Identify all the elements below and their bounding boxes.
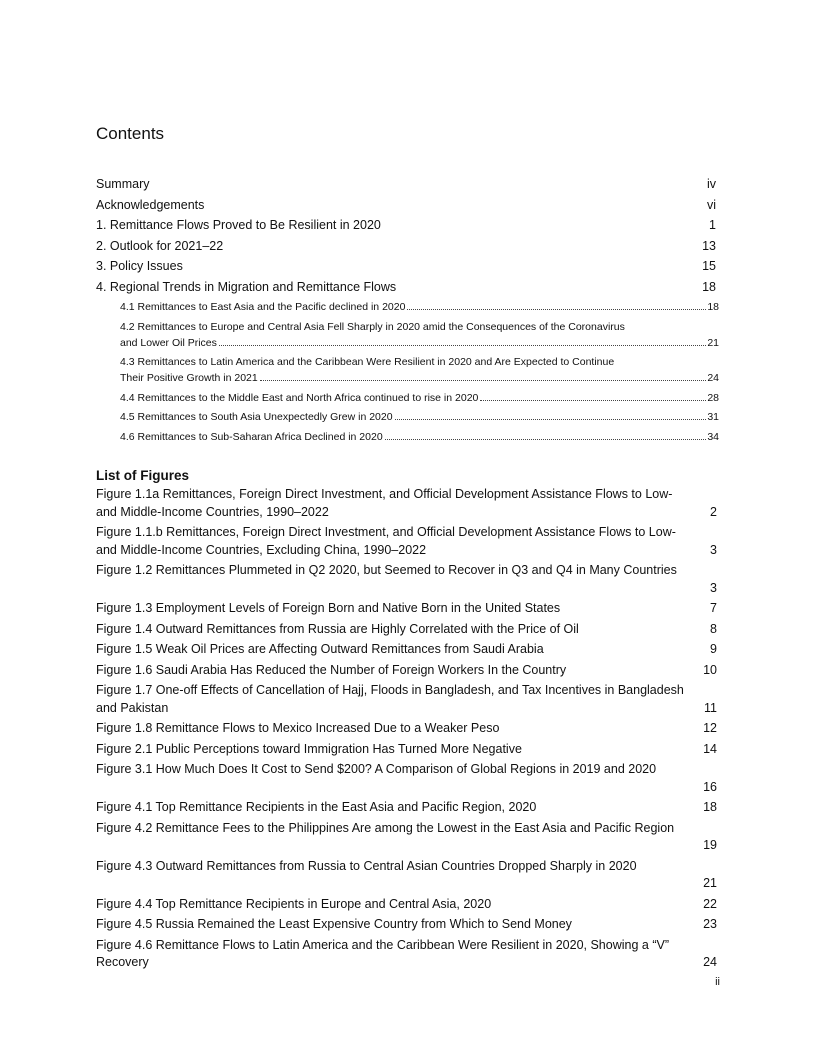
dot-leader [395, 418, 707, 420]
sub-toc-entry[interactable] [120, 354, 719, 386]
figure-entry-page: 24 [703, 955, 717, 969]
figures-heading: List of Figures [96, 468, 190, 483]
figure-entry[interactable] [96, 682, 717, 717]
figure-entry-page: 18 [703, 800, 717, 814]
figure-entry-page: 3 [710, 580, 717, 595]
figure-entry-page: 2 [710, 504, 717, 519]
figure-entry-title [96, 600, 717, 618]
figure-entry-title-cont: and Middle-Income Countries, 1990–2022 [96, 504, 329, 519]
toc-entry-label: 4. Regional Trends in Migration and Remittance Flows [96, 279, 397, 294]
figure-entry[interactable] [96, 799, 717, 817]
dot-leader [219, 344, 706, 346]
figure-entry-page: 16 [703, 779, 717, 794]
sub-toc-entry-page: 28 [707, 391, 719, 404]
sub-toc-entry-page: 31 [707, 411, 719, 423]
figure-entry-title: Figure 1.7 One-off Effects of Cancellation of Hajj, Floods in Bangladesh, and Tax Incentives in Bangladesh [96, 683, 684, 697]
figure-entry-title: Figure 1.2 Remittances Plummeted in Q2 2020, but Seemed to Recover in Q3 and Q4 in Many Countries [96, 563, 677, 577]
figure-entry[interactable] [96, 662, 717, 680]
sub-toc-entry-label: and Lower Oil Prices [120, 336, 217, 349]
toc-entry-page: iv [706, 177, 716, 191]
figure-entry-title [96, 799, 717, 817]
figure-entry-text: Figure 1.8 Remittance Flows to Mexico Increased Due to a Weaker Peso [96, 721, 500, 735]
figure-entry-page: 9 [710, 642, 717, 656]
toc-entry-label: 2. Outlook for 2021–22 [96, 238, 224, 253]
sub-toc-entry-label: 4.4 Remittances to the Middle East and North Africa continued to rise in 2020 [120, 391, 479, 404]
toc-entry[interactable] [96, 176, 716, 197]
sub-toc-entry-page: 21 [707, 336, 719, 349]
figure-entry-title [96, 916, 717, 934]
figure-entry-page: 10 [703, 662, 717, 677]
toc-entry-label: 1. Remittance Flows Proved to Be Resilient in 2020 [96, 218, 381, 232]
sub-toc-entry-label: Their Positive Growth in 2021 [120, 372, 258, 384]
figure-entry-text: Figure 4.4 Top Remittance Recipients in Europe and Central Asia, 2020 [96, 896, 492, 911]
figure-entry-title [96, 621, 717, 639]
figure-entry-title-cont: Recovery [96, 955, 149, 969]
sub-toc [120, 299, 719, 445]
figure-entry-title-cont: and Middle-Income Countries, Excluding China, 1990–2022 [96, 542, 427, 557]
toc-entry[interactable] [96, 197, 716, 218]
toc-entry-label: Summary [96, 177, 150, 191]
sub-toc-entry[interactable] [120, 319, 719, 351]
figure-entry-page: 22 [703, 896, 717, 911]
list-of-figures [96, 486, 717, 975]
figure-entry-title: Figure 1.1.b Remittances, Foreign Direct Investment, and Official Development Assistance Flows to Low- [96, 525, 676, 539]
sub-toc-entry-line1: 4.3 Remittances to Latin America and the Caribbean Were Resilient in 2020 and Are Expected to Continue [120, 356, 615, 368]
figure-entry-page: 12 [703, 721, 717, 735]
figure-entry-title [96, 896, 717, 914]
figure-entry-title: Figure 4.3 Outward Remittances from Russia to Central Asian Countries Dropped Sharply in 2020 [96, 858, 637, 873]
sub-toc-entry[interactable] [120, 299, 719, 315]
figure-entry-text: Figure 1.4 Outward Remittances from Russia are Highly Correlated with the Price of Oil [96, 621, 579, 636]
toc-entry-label: Acknowledgements [96, 197, 205, 212]
sub-toc-entry-page: 24 [707, 372, 719, 384]
dot-leader [480, 399, 706, 401]
figure-entry-title [96, 720, 717, 738]
toc-entry[interactable] [96, 258, 716, 279]
toc-entry[interactable] [96, 217, 716, 238]
sub-toc-entry-label: 4.6 Remittances to Sub-Saharan Africa Declined in 2020 [120, 430, 383, 443]
figure-entry-text: Figure 4.5 Russia Remained the Least Expensive Country from Which to Send Money [96, 917, 572, 931]
sub-toc-entry-line1: 4.2 Remittances to Europe and Central Asia Fell Sharply in 2020 amid the Consequences of the Coronavirus [120, 320, 625, 333]
dot-leader [407, 308, 706, 310]
figure-entry[interactable] [96, 641, 717, 659]
figure-entry-text: Figure 2.1 Public Perceptions toward Immigration Has Turned More Negative [96, 741, 522, 756]
figure-entry-title [96, 662, 717, 680]
sub-toc-entry-label: 4.5 Remittances to South Asia Unexpectedly Grew in 2020 [120, 411, 393, 423]
figure-entry-page: 21 [703, 876, 717, 890]
figure-entry[interactable] [96, 562, 717, 597]
figure-entry[interactable] [96, 858, 717, 893]
figure-entry[interactable] [96, 761, 717, 796]
toc-entry-page: 18 [702, 279, 716, 294]
figure-entry[interactable] [96, 600, 717, 618]
figure-entry-text: Figure 4.1 Top Remittance Recipients in the East Asia and Pacific Region, 2020 [96, 800, 537, 814]
dot-leader [260, 379, 707, 381]
table-of-contents [96, 176, 719, 448]
figure-entry[interactable] [96, 741, 717, 759]
figure-entry[interactable] [96, 621, 717, 639]
figure-entry[interactable] [96, 720, 717, 738]
figure-entry-title [96, 741, 717, 759]
figure-entry-page: 11 [704, 700, 717, 715]
figure-entry-page: 8 [710, 621, 717, 636]
toc-entry-label: 3. Policy Issues [96, 259, 183, 273]
toc-entry-page: vi [706, 197, 716, 212]
sub-toc-entry-page: 34 [707, 430, 719, 443]
sub-toc-entry-label: 4.1 Remittances to East Asia and the Pacific declined in 2020 [120, 301, 406, 313]
page-number: ii [715, 976, 720, 988]
figure-entry[interactable] [96, 486, 717, 521]
sub-toc-entry[interactable] [120, 409, 719, 425]
figure-entry-text: Figure 1.3 Employment Levels of Foreign Born and Native Born in the United States [96, 601, 561, 615]
figure-entry-page: 7 [710, 601, 717, 615]
toc-entry-page: 15 [702, 259, 716, 273]
figure-entry-page: 23 [703, 917, 717, 931]
figure-entry[interactable] [96, 524, 717, 559]
toc-entry[interactable] [96, 279, 716, 300]
sub-toc-entry-page: 18 [707, 301, 719, 313]
figure-entry[interactable] [96, 937, 717, 972]
sub-toc-entry[interactable] [120, 429, 719, 445]
figure-entry-text: Figure 1.5 Weak Oil Prices are Affecting Outward Remittances from Saudi Arabia [96, 642, 544, 656]
sub-toc-entry[interactable] [120, 390, 719, 406]
toc-entry-page: 1 [709, 218, 716, 232]
figure-entry-title-cont: and Pakistan [96, 700, 169, 715]
figure-entry-page: 14 [703, 741, 717, 756]
figure-entry[interactable] [96, 896, 717, 914]
figure-entry-title: Figure 1.1a Remittances, Foreign Direct Investment, and Official Development Assistance Flows to Low- [96, 487, 673, 501]
figure-entry[interactable] [96, 916, 717, 934]
toc-entry[interactable] [96, 238, 716, 259]
toc-entry-page: 13 [702, 238, 716, 253]
figure-entry-title [96, 641, 717, 659]
figure-entry-text: Figure 1.6 Saudi Arabia Has Reduced the Number of Foreign Workers In the Country [96, 662, 567, 677]
figure-entry-title: Figure 4.2 Remittance Fees to the Philippines Are among the Lowest in the East Asia and Pacific Region [96, 820, 675, 835]
figure-entry[interactable] [96, 820, 717, 855]
figure-entry-page: 3 [710, 542, 717, 557]
page-title: Contents [96, 124, 165, 143]
dot-leader [385, 438, 707, 440]
figure-entry-title: Figure 4.6 Remittance Flows to Latin America and the Caribbean Were Resilient in 2020, Showing a “V” [96, 937, 669, 952]
figure-entry-title: Figure 3.1 How Much Does It Cost to Send $200? A Comparison of Global Regions in 2019 and 2020 [96, 762, 657, 776]
figure-entry-page: 19 [703, 838, 717, 852]
